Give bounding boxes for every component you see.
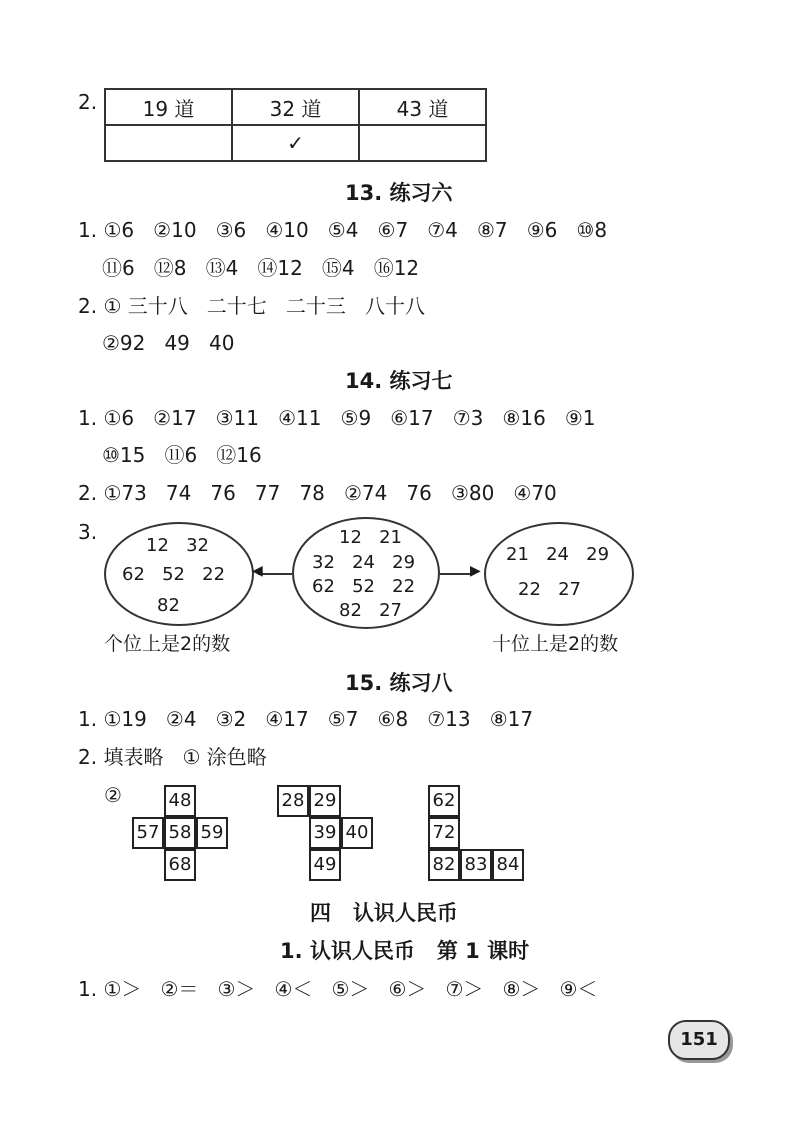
section-15-title: 15. 练习八 [345, 671, 453, 695]
chapter-title: 四 认识人民币 [310, 901, 458, 925]
left-arrow-head-icon: ◀ [252, 563, 263, 579]
grid-cell: 62 [428, 785, 460, 817]
grid-cell: 58 [164, 817, 196, 849]
grid-cell: 82 [428, 849, 460, 881]
sec13-q2-line1: 2. ① 三十八 二十七 二十三 八十八 [78, 294, 425, 318]
sec14-q1-line1: 1. ①6 ②17 ③11 ④11 ⑤9 ⑥17 ⑦3 ⑧16 ⑨1 [78, 406, 596, 430]
sec15-q1-line: 1. ①19 ②4 ③2 ④17 ⑤7 ⑥8 ⑦13 ⑧17 [78, 707, 534, 731]
middle-oval-line: 32 24 29 [312, 552, 416, 573]
table-header: 32 道 [232, 89, 359, 125]
middle-oval-line: 62 52 22 [312, 576, 416, 597]
sec13-q1-line2: ⑪6 ⑫8 ⑬4 ⑭12 ⑮4 ⑯12 [102, 256, 420, 280]
left-oval-line: 62 52 22 [122, 564, 226, 585]
left-arrow [258, 573, 292, 575]
right-oval [484, 522, 634, 626]
sec14-q2-line: 2. ①73 74 76 77 78 ②74 76 ③80 ④70 [78, 481, 557, 505]
grid-cell: 59 [196, 817, 228, 849]
right-set-caption: 十位上是2的数 [492, 633, 619, 655]
left-oval-line: 12 32 [146, 535, 209, 556]
chapter4-q1-line: 1. ①＞ ②＝ ③＞ ④＜ ⑤＞ ⑥＞ ⑦＞ ⑧＞ ⑨＜ [78, 977, 598, 1001]
q2-number: 2. [78, 90, 98, 114]
grid-cell: 49 [309, 849, 341, 881]
sec14-q3-label: 3. [78, 520, 98, 544]
grid-cell: 68 [164, 849, 196, 881]
table-header: 43 道 [359, 89, 486, 125]
table-cell [359, 125, 486, 161]
section-13-title: 13. 练习六 [345, 181, 453, 205]
section-14-title: 14. 练习七 [345, 369, 453, 393]
middle-oval-line: 82 27 [339, 600, 402, 621]
grid-cell: 72 [428, 817, 460, 849]
left-set-caption: 个位上是2的数 [104, 633, 231, 655]
sec15-q2-line: 2. 填表略 ① 涂色略 [78, 745, 267, 769]
sec13-q2-line2: ②92 49 40 [102, 331, 235, 355]
middle-oval-line: 12 21 [339, 527, 402, 548]
page-number: 151 [668, 1020, 730, 1060]
left-oval-line: 82 [157, 595, 180, 616]
grid-cell: 48 [164, 785, 196, 817]
grid-cell: 40 [341, 817, 373, 849]
table-cell [105, 125, 232, 161]
grid-label: ② [104, 783, 122, 807]
right-arrow-head-icon: ▶ [470, 563, 481, 579]
right-arrow [438, 573, 474, 575]
grid-cell: 28 [277, 785, 309, 817]
check-mark: ✓ [232, 125, 359, 161]
table-header: 19 道 [105, 89, 232, 125]
grid-cell: 39 [309, 817, 341, 849]
sec14-q1-line2: ⑩15 ⑪6 ⑫16 [102, 443, 262, 467]
lesson-title: 1. 认识人民币 第 1 课时 [280, 939, 530, 963]
right-oval-line: 22 27 [518, 579, 581, 600]
grid-cell: 83 [460, 849, 492, 881]
right-oval-line: 21 24 29 [506, 544, 610, 565]
grid-cell: 84 [492, 849, 524, 881]
answer-table [104, 88, 487, 162]
grid-cell: 57 [132, 817, 164, 849]
sec13-q1-line1: 1. ①6 ②10 ③6 ④10 ⑤4 ⑥7 ⑦4 ⑧7 ⑨6 ⑩8 [78, 218, 608, 242]
grid-cell: 29 [309, 785, 341, 817]
